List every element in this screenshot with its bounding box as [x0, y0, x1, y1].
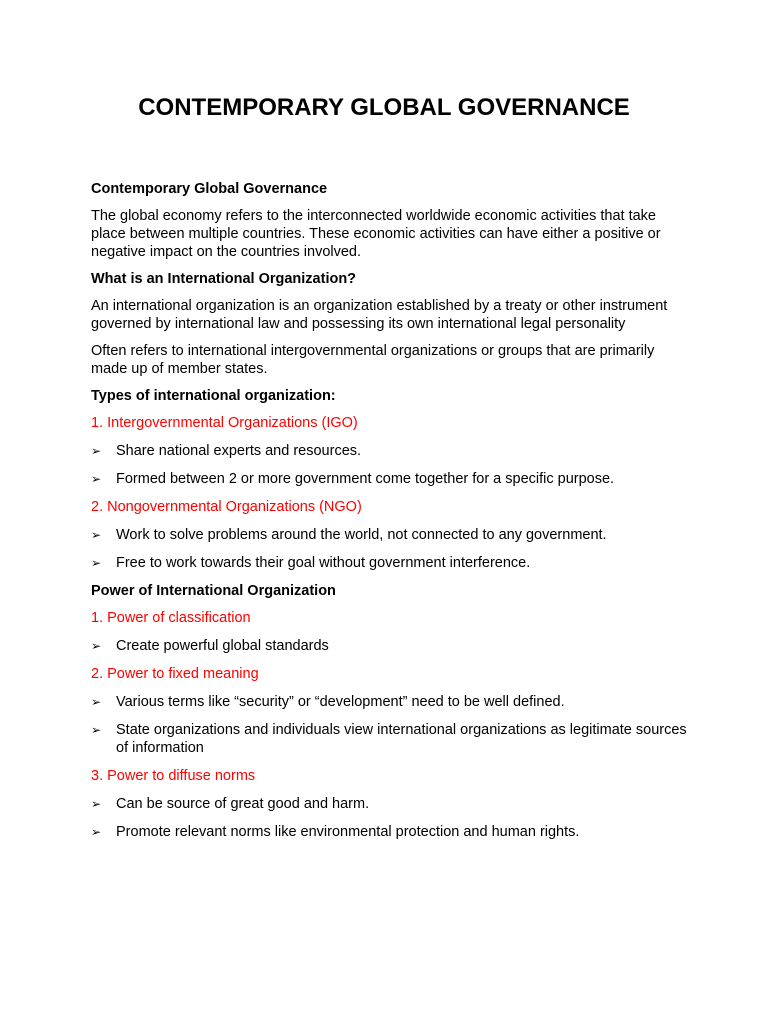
list-item [91, 721, 691, 757]
bullet-text: Create powerful global standards [116, 638, 329, 654]
power2-label: 2. Power to fixed meaning [91, 666, 259, 682]
section-heading: Contemporary Global Governance [91, 181, 328, 197]
bullet-text: Formed between 2 or more government come together for a specific purpose. [116, 471, 615, 487]
list-item [91, 693, 691, 711]
ngo-label: 2. Nongovernmental Organizations (NGO) [91, 499, 362, 515]
arrow-bullet-icon: ➢ [91, 825, 102, 839]
arrow-bullet-icon: ➢ [91, 797, 102, 811]
arrow-bullet-icon: ➢ [91, 444, 102, 458]
list-item [91, 526, 691, 544]
bullet-text: Work to solve problems around the world, not connected to any government. [116, 527, 607, 543]
arrow-bullet-icon: ➢ [91, 528, 102, 542]
list-item [91, 470, 691, 488]
igo-label: 1. Intergovernmental Organizations (IGO) [91, 415, 358, 431]
list-item [91, 637, 691, 655]
arrow-bullet-icon: ➢ [91, 472, 102, 486]
document-body [91, 180, 691, 851]
list-item [91, 442, 691, 460]
bullet-text: Free to work towards their goal without government interference. [116, 555, 531, 571]
arrow-bullet-icon: ➢ [91, 556, 102, 570]
power-heading: Power of International Organization [91, 583, 336, 599]
often-paragraph: Often refers to international intergovernmental organizations or groups that are primarily made up of member states. [91, 343, 655, 377]
bullet-text: State organizations and individuals view international organizations as legitimate sources of information [116, 722, 687, 756]
question-heading: What is an International Organization? [91, 271, 357, 287]
power1-label: 1. Power of classification [91, 610, 251, 626]
bullet-text: Share national experts and resources. [116, 443, 362, 459]
bullet-text: Promote relevant norms like environmental protection and human rights. [116, 824, 580, 840]
list-item [91, 795, 691, 813]
bullet-text: Can be source of great good and harm. [116, 796, 370, 812]
document-title: CONTEMPORARY GLOBAL GOVERNANCE [138, 94, 630, 121]
list-item [91, 554, 691, 572]
intro-paragraph: The global economy refers to the interconnected worldwide economic activities that take place between multiple countries. These economic activities can have either a positive or negative impact on the countries involved. [91, 208, 661, 260]
power3-label: 3. Power to diffuse norms [91, 768, 256, 784]
arrow-bullet-icon: ➢ [91, 639, 102, 653]
definition-paragraph: An international organization is an organization established by a treaty or other instrument governed by international law and possessing its own international legal personality [91, 298, 668, 332]
arrow-bullet-icon: ➢ [91, 723, 102, 737]
list-item [91, 823, 691, 841]
bullet-text: Various terms like “security” or “development” need to be well defined. [116, 694, 565, 710]
arrow-bullet-icon: ➢ [91, 695, 102, 709]
types-heading: Types of international organization: [91, 388, 336, 404]
